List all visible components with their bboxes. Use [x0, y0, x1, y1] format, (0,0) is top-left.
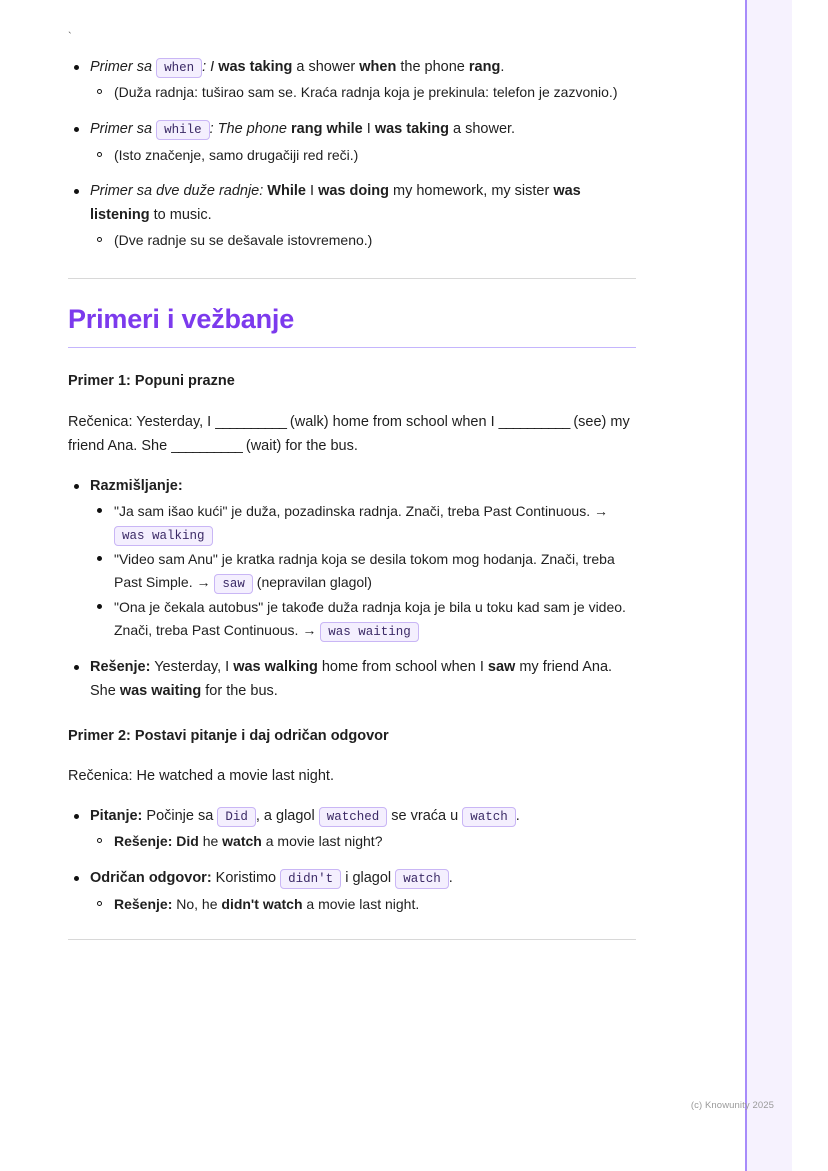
bullet-0-mid: a shower	[292, 59, 360, 75]
example2-title: Primer 2: Postavi pitanje i daj odričan odgovor	[68, 728, 389, 745]
q-t3: se vraća u	[387, 807, 463, 824]
q-sub-t2: a movie last night?	[261, 833, 383, 850]
heading-underline	[68, 347, 636, 348]
code-chip-didnt: didn't	[280, 869, 341, 889]
example2-list	[68, 805, 636, 915]
example1-title: Primer 1: Popuni prazne	[68, 373, 235, 390]
code-chip-was-walking: was walking	[114, 526, 213, 546]
list-item: (Duža radnja: tuširao sam se. Kraća radnja koja je prekinula: telefon je zazvonio.)	[90, 81, 636, 104]
q-sub-b1: watch	[222, 833, 262, 850]
code-chip-watch-2: watch	[395, 869, 449, 889]
bullet-1-mid2: a shower.	[448, 121, 516, 138]
thinking-sub-list	[90, 500, 636, 642]
bullet-0-bold1: was taking	[218, 59, 293, 75]
bullet-0-lead: Primer sa	[90, 59, 157, 75]
ex1-blank2: __________	[498, 413, 570, 430]
list-item: (Isto značenje, samo drugačiji red reči.)	[90, 144, 636, 167]
ex1-part4: (wait) for the bus.	[241, 438, 358, 455]
bullet-0-tail: .	[500, 59, 505, 75]
tick-mark: `	[68, 31, 72, 43]
q-t4: .	[515, 807, 520, 824]
solution-b3: was waiting	[119, 682, 202, 699]
n-t2: i glagol	[341, 870, 396, 887]
solution-p1: Yesterday, I	[150, 659, 234, 676]
solution-b1: was walking	[233, 659, 318, 676]
thought-0-before: "Ja sam išao kući" je duža, pozadinska radnja. Znači, treba Past Continuous. →	[114, 503, 608, 520]
solution-p3: my friend Ana. She	[90, 659, 613, 699]
q-t1: Počinje sa	[142, 807, 218, 824]
code-chip-when: when	[156, 58, 202, 78]
bullet-2-text2: my homework, my sister	[388, 183, 554, 200]
n-solution-label: Rešenje:	[114, 895, 173, 912]
list-item	[68, 475, 636, 642]
page-title: Primeri i vežbanje	[68, 303, 295, 334]
thinking-label: Razmišljanje:	[90, 477, 183, 494]
q-sub-t1: he	[198, 833, 223, 850]
list-item	[90, 830, 636, 853]
solution-p4: for the bus.	[201, 682, 278, 699]
ex1-part3: (see) my friend Ana. She	[68, 413, 630, 455]
sub-list	[90, 830, 636, 853]
solution-label: Rešenje:	[90, 659, 151, 676]
bullet-0-bold2: when	[359, 59, 397, 75]
q-t2: , a glagol	[255, 807, 319, 824]
list-item	[68, 656, 636, 703]
bullet-1-after-chip: : The phone	[209, 121, 292, 138]
right-margin-strip	[745, 0, 792, 1171]
bullet-1-bold1: rang while	[291, 121, 363, 138]
code-chip-watch: watch	[462, 807, 516, 827]
ex1-part1: Rečenica: Yesterday, I	[68, 413, 216, 430]
bullet-2-text3: to music.	[149, 206, 212, 223]
code-chip-watched: watched	[319, 807, 388, 827]
sub-list	[90, 81, 636, 104]
example1-sentence	[68, 410, 636, 459]
n-sub-t2: a movie last night.	[302, 895, 420, 912]
bullet-1-mid: I	[362, 121, 375, 138]
sub-list	[90, 893, 636, 916]
code-chip-while: while	[156, 120, 210, 140]
example1-list	[68, 475, 636, 703]
list-item	[68, 867, 636, 915]
thought-1-after: (nepravilan glagol)	[252, 573, 372, 590]
n-sub-b1: didn't watch	[221, 895, 303, 912]
n-t3: .	[448, 870, 453, 887]
code-chip-was-waiting: was waiting	[320, 622, 419, 642]
sub-list	[90, 229, 636, 252]
list-item	[68, 180, 636, 252]
question-label: Pitanje:	[90, 807, 143, 824]
bullet-1-bold2: was taking	[374, 121, 449, 138]
solution-b2: saw	[487, 659, 516, 676]
ex1-blank1: __________	[215, 413, 286, 430]
solution-p2: home from school when I	[317, 659, 488, 676]
bullet-2-bold2: was doing	[318, 183, 389, 200]
list-item	[90, 500, 636, 546]
bullet-2-italic-lead: Primer sa dve duže radnje:	[90, 183, 264, 200]
bullet-2-bold3: was listening	[90, 183, 581, 223]
code-chip-saw: saw	[214, 574, 253, 594]
example2-sentence: Rečenica: He watched a movie last night.	[68, 768, 334, 785]
bullet-2-text1: I	[305, 183, 319, 200]
negative-label: Odričan odgovor:	[90, 870, 212, 887]
bullet-0-mid2: the phone	[396, 59, 469, 75]
bottom-divider	[68, 939, 636, 940]
list-item: (Dve radnje su se dešavale istovremeno.)	[90, 229, 636, 252]
thought-2-before: "Ona je čekala autobus" je takođe duža radnja koja je bila u toku kad sam je video. Znači, treba Past Continuous. →	[114, 599, 626, 638]
list-item	[68, 805, 636, 853]
examples-list	[68, 56, 636, 252]
document-content	[68, 28, 636, 964]
list-item	[68, 118, 636, 166]
list-item	[90, 548, 636, 594]
bullet-1-lead: Primer sa	[90, 121, 157, 138]
bullet-2-bold1: While	[263, 183, 306, 200]
code-chip-did: Did	[217, 807, 256, 827]
bullet-0-after-chip: : I	[202, 59, 219, 75]
list-item	[68, 56, 636, 104]
list-item	[90, 596, 636, 642]
list-item	[90, 893, 636, 916]
sub-list	[90, 144, 636, 167]
n-sub-t1: No, he	[172, 895, 222, 912]
ex1-part2: (walk) home from school when I	[285, 413, 499, 430]
ex1-blank3: __________	[171, 438, 242, 455]
copyright-footer: (c) Knowunity 2025	[690, 1100, 774, 1111]
q-solution-label: Rešenje: Did	[114, 833, 199, 850]
bullet-0-bold3: rang	[468, 59, 501, 75]
section-divider	[68, 278, 636, 279]
n-t1: Koristimo	[211, 870, 281, 887]
thought-1-before: "Video sam Anu" je kratka radnja koja se desila tokom mog hodanja. Znači, treba Past Simple. →	[114, 551, 615, 590]
